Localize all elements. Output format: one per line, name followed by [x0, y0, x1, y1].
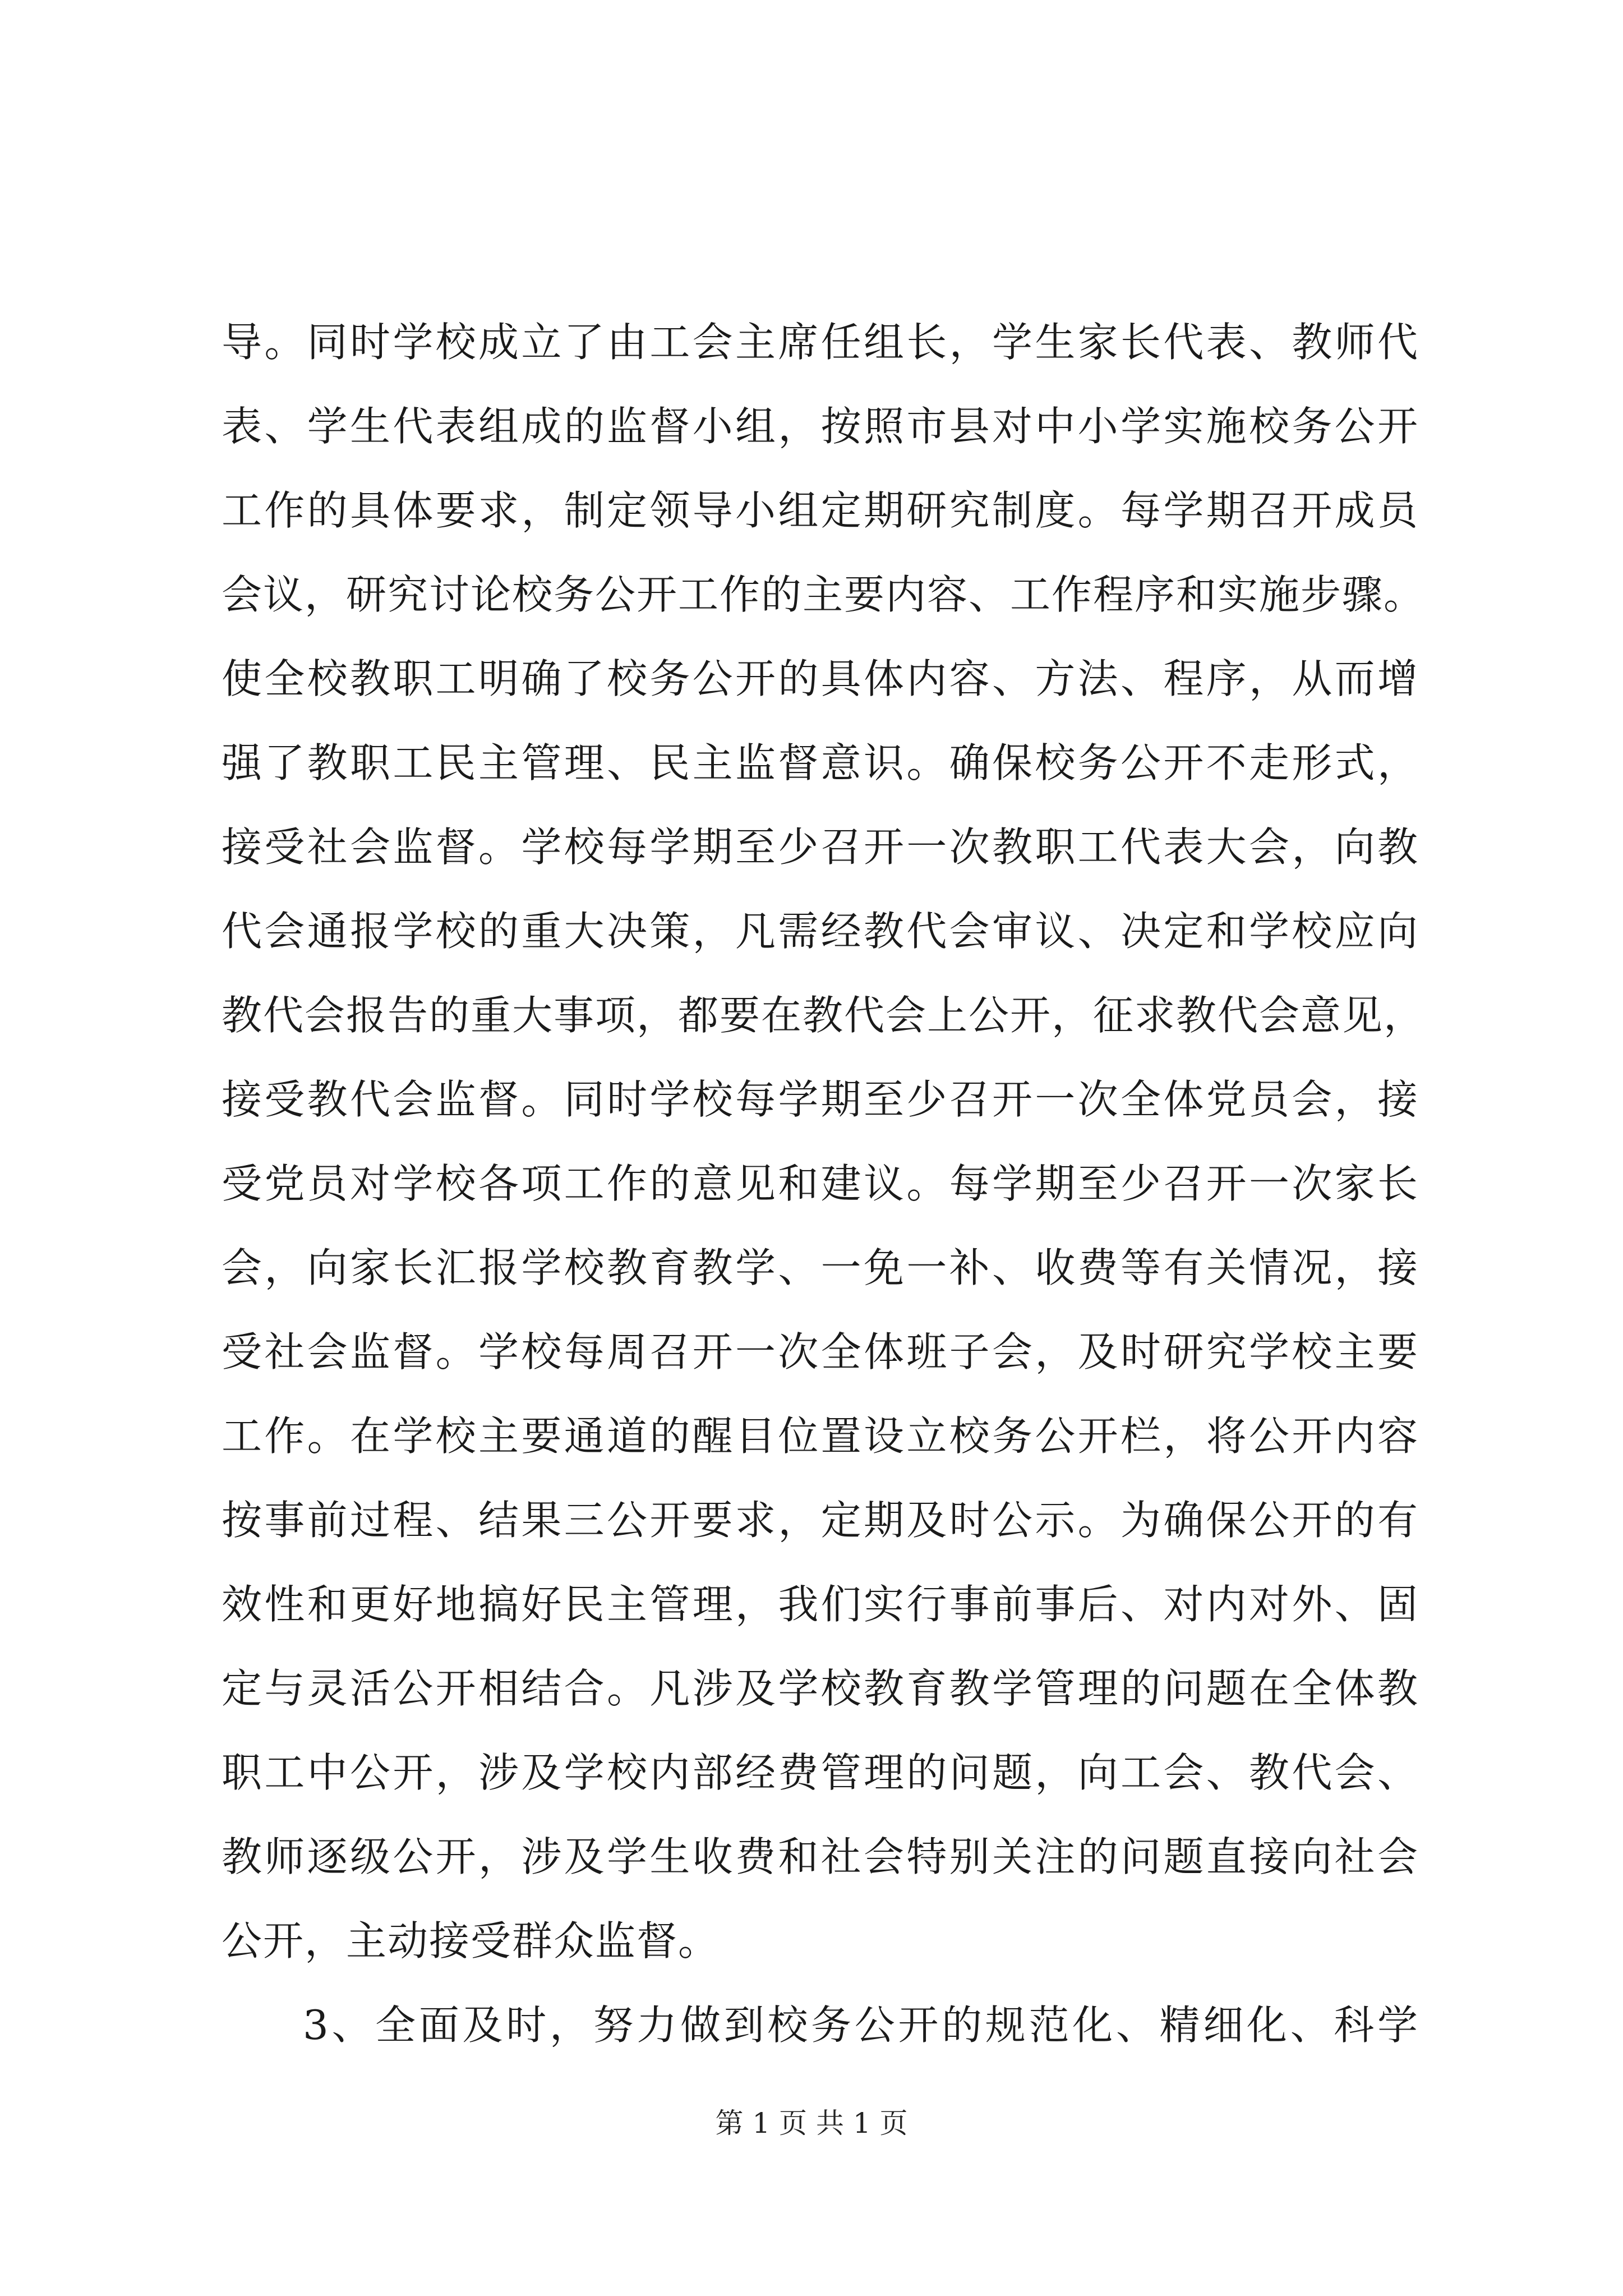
text-line: 受党员对学校各项工作的意见和建议。每学期至少召开一次家长	[222, 1160, 1419, 1207]
text-line: 会，向家长汇报学校教育教学、一免一补、收费等有关情况，接	[222, 1244, 1419, 1291]
text-line: 定与灵活公开相结合。凡涉及学校教育教学管理的问题在全体教	[222, 1665, 1419, 1712]
text-line: 受社会监督。学校每周召开一次全体班子会，及时研究学校主要	[222, 1328, 1419, 1375]
text-line: 接受教代会监督。同时学校每学期至少召开一次全体党员会，接	[222, 1076, 1419, 1123]
page-footer: 第 1 页 共 1 页	[715, 2107, 908, 2139]
text-line: 教代会报告的重大事项，都要在教代会上公开，征求教代会意见，	[222, 992, 1426, 1039]
text-line: 职工中公开，涉及学校内部经费管理的问题，向工会、教代会、	[222, 1749, 1419, 1796]
text-line: 3、全面及时，努力做到校务公开的规范化、精细化、科学	[303, 2001, 1419, 2049]
text-line: 使全校教职工明确了校务公开的具体内容、方法、程序，从而增	[222, 655, 1419, 702]
text-line: 表、学生代表组成的监督小组，按照市县对中小学实施校务公开	[222, 403, 1419, 450]
text-line: 教师逐级公开，涉及学生收费和社会特别关注的问题直接向社会	[222, 1833, 1419, 1880]
text-line: 效性和更好地搞好民主管理，我们实行事前事后、对内对外、固	[222, 1581, 1419, 1628]
text-line: 按事前过程、结果三公开要求，定期及时公示。为确保公开的有	[222, 1497, 1419, 1544]
text-line: 工作。在学校主要通道的醒目位置设立校务公开栏，将公开内容	[222, 1412, 1419, 1460]
text-line: 强了教职工民主管理、民主监督意识。确保校务公开不走形式，	[222, 739, 1419, 786]
text-line: 公开，主动接受群众监督。	[222, 1917, 720, 1964]
text-line: 接受社会监督。学校每学期至少召开一次教职工代表大会，向教	[222, 823, 1419, 871]
text-line: 工作的具体要求，制定领导小组定期研究制度。每学期召开成员	[222, 487, 1419, 534]
text-line: 会议，研究讨论校务公开工作的主要内容、工作程序和实施步骤。	[222, 571, 1426, 618]
text-line: 导。同时学校成立了由工会主席任组长，学生家长代表、教师代	[222, 319, 1419, 366]
text-line: 代会通报学校的重大决策，凡需经教代会审议、决定和学校应向	[222, 908, 1419, 955]
